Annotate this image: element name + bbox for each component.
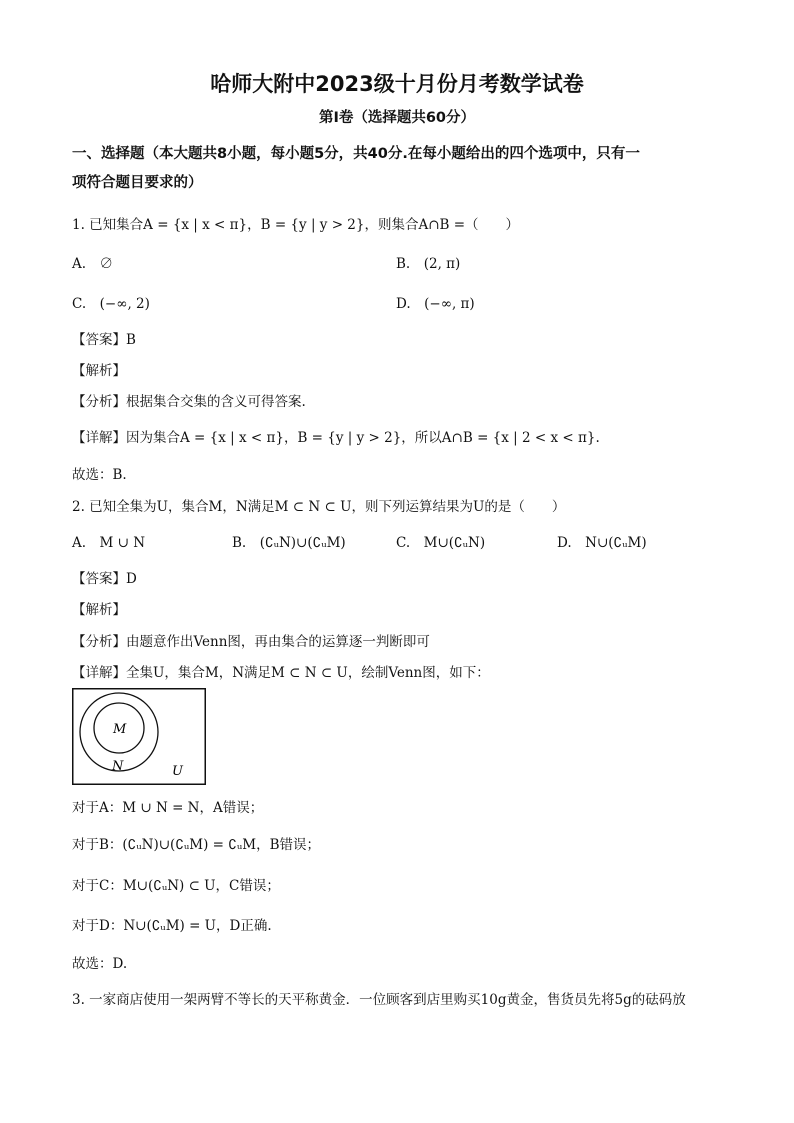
q1-option-b: B. (2, π) [396, 256, 461, 272]
q1-detail: 【详解】因为集合A = {x | x < π}，B = {y | y > 2}，所以A∩B = {x | 2 < x < π}. [72, 430, 600, 446]
q1-conclusion: 故选：B. [72, 467, 127, 483]
q1-answer: 【答案】B [72, 332, 136, 348]
page-title: 哈师大附中2023级十月份月考数学试卷 [210, 72, 584, 96]
q3-stem: 3. 一家商店使用一架两臂不等长的天平称黄金．一位顾客到店里购买10g黄金，售货员先将5g的砝码放 [72, 992, 686, 1008]
venn-diagram [72, 688, 206, 785]
q2-stem: 2. 已知全集为U，集合M，N满足M ⊂ N ⊂ U，则下列运算结果为U的是（ ） [72, 499, 566, 515]
q1-stem: 1. 已知集合A = {x | x < π}，B = {y | y > 2}，则集合A∩B =（ ） [72, 217, 520, 233]
q1-option-d: D. (−∞, π) [396, 296, 475, 312]
venn-label-u: U [172, 764, 183, 779]
q2-option-b: B. (∁ᵤN)∪(∁ᵤM) [232, 535, 346, 551]
q1-option-a: A. ∅ [72, 256, 114, 272]
venn-label-m: M [113, 722, 127, 737]
q2-check-d: 对于D：N∪(∁ᵤM) = U，D正确. [72, 918, 272, 934]
q1-fenxi: 【分析】根据集合交集的含义可得答案. [72, 394, 306, 410]
q2-analysis-label: 【解析】 [72, 602, 126, 618]
q2-option-d: D. N∪(∁ᵤM) [557, 535, 647, 551]
q2-option-a: A. M ∪ N [72, 535, 146, 551]
q2-check-c: 对于C：M∪(∁ᵤN) ⊂ U，C错误； [72, 878, 280, 894]
q2-check-a: 对于A：M ∪ N = N，A错误； [72, 800, 264, 816]
q2-answer: 【答案】D [72, 571, 137, 587]
section-heading-line-1: 一、选择题（本大题共8小题，每小题5分，共40分.在每小题给出的四个选项中，只有一 [72, 146, 640, 162]
q2-option-c: C. M∪(∁ᵤN) [396, 535, 486, 551]
q2-check-b: 对于B：(∁ᵤN)∪(∁ᵤM) = ∁ᵤM，B错误； [72, 837, 320, 853]
q2-fenxi: 【分析】由题意作出Venn图，再由集合的运算逐一判断即可 [72, 634, 430, 650]
venn-label-n: N [112, 759, 124, 774]
q2-conclusion: 故选：D. [72, 956, 128, 972]
section-heading-line-2: 项符合题目要求的） [72, 175, 203, 191]
q1-option-c: C. (−∞, 2) [72, 296, 150, 312]
page-subtitle: 第Ⅰ卷（选择题共60分） [318, 110, 476, 126]
q2-detail: 【详解】全集U，集合M，N满足M ⊂ N ⊂ U，绘制Venn图，如下： [72, 665, 490, 681]
q1-analysis-label: 【解析】 [72, 363, 126, 379]
